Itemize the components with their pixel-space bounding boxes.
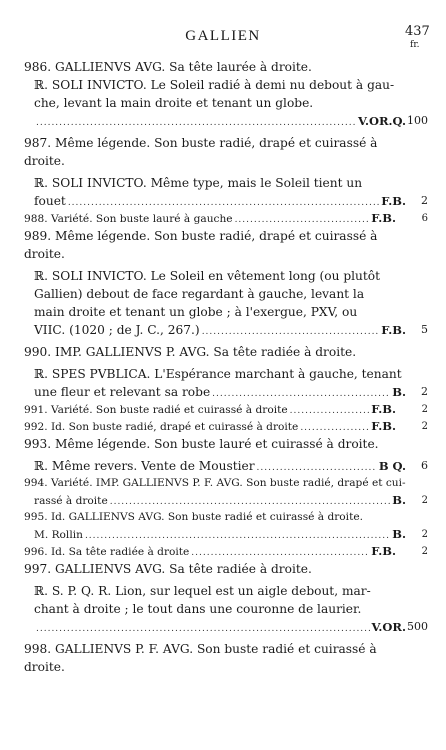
catalogue-line — [24, 192, 428, 210]
catalogue-line — [24, 543, 428, 560]
price-value: 6 — [421, 213, 428, 224]
line-text: droite. — [24, 247, 65, 261]
dot-leader — [212, 385, 390, 401]
line-text: 995. Id. GALLIENVS AVG. Son buste radié et cuirassé à droite. — [24, 511, 363, 523]
catalogue-line — [24, 401, 428, 418]
price-unit: fr. — [410, 40, 420, 50]
rarity-mark: F.B. — [371, 544, 396, 558]
catalogue-line — [24, 658, 428, 676]
catalogue-line — [24, 560, 428, 578]
catalogue-line — [24, 435, 428, 453]
dot-leader — [202, 323, 380, 339]
line-text: droite. — [24, 660, 65, 674]
line-text: ℝ. SOLI INVICTO. Même type, mais le Soleil tient un — [34, 176, 363, 190]
line-text: ℝ. Même revers. Vente de Moustier — [34, 459, 255, 473]
price-value: 2 — [421, 385, 428, 398]
line-text: rassé à droite — [34, 495, 108, 507]
catalogue-line — [24, 303, 428, 321]
line-text: ℝ. SOLI INVICTO. Le Soleil radié à demi nu debout à gau- — [34, 78, 395, 92]
catalogue-line — [24, 509, 428, 526]
line-text: 996. Id. Sa tête radiée à droite — [24, 546, 190, 558]
line-text: 986. GALLIENVS AVG. Sa tête laurée à droite. — [24, 60, 312, 74]
catalogue-line — [24, 58, 428, 76]
catalogue-line — [24, 418, 428, 435]
price-value: 2 — [421, 421, 428, 432]
line-text: chant à droite ; le tout dans une couronne de laurier. — [34, 602, 362, 616]
dot-leader — [235, 212, 370, 227]
rarity-mark: F.B. — [371, 419, 396, 433]
catalogue-line — [24, 321, 428, 339]
rarity-mark: B. — [392, 385, 406, 399]
catalogue-line — [24, 152, 428, 170]
price-value: 5 — [421, 323, 428, 336]
dot-leader — [191, 545, 369, 560]
price-value: 100 — [407, 114, 428, 127]
line-text: ℝ. SOLI INVICTO. Le Soleil en vêtement long (ou plutôt — [34, 269, 381, 283]
catalogue-line — [24, 285, 428, 303]
line-text: main droite et tenant un globe ; à l'exergue, PXV, ou — [34, 305, 358, 319]
line-text: une fleur et relevant sa robe — [34, 385, 211, 399]
dot-leader — [300, 420, 369, 435]
catalogue-line — [24, 245, 428, 263]
catalogue-line — [24, 640, 428, 658]
line-text: 991. Variété. Son buste radié et cuirassé à droite — [24, 404, 288, 416]
rarity-mark: B. — [392, 493, 406, 507]
line-text: fouet — [34, 194, 66, 208]
line-text: 992. Id. Son buste radié, drapé et cuirassé à droite — [24, 421, 299, 433]
page-header — [0, 24, 446, 50]
catalogue-line — [24, 600, 428, 618]
line-text: Gallien) debout de face regardant à gauche, levant la — [34, 287, 365, 301]
catalogue-line — [24, 210, 428, 227]
rarity-mark: V.OR.Q. — [358, 114, 406, 128]
catalogue-entries — [24, 58, 428, 676]
line-text: 997. GALLIENVS AVG. Sa tête radiée à droite. — [24, 562, 312, 576]
rarity-mark: B. — [392, 527, 406, 541]
line-text: 990. IMP. GALLIENVS P. AVG. Sa tête radiée à droite. — [24, 345, 357, 359]
line-text: 989. Même légende. Son buste radié, drapé et cuirassé à — [24, 229, 378, 243]
catalogue-line — [24, 492, 428, 509]
dot-leader — [290, 403, 370, 418]
price-value: 2 — [421, 529, 428, 540]
dot-leader — [36, 620, 370, 636]
dot-leader — [36, 114, 356, 130]
catalogue-line — [24, 365, 428, 383]
rarity-mark: F.B. — [381, 194, 406, 208]
price-value: 2 — [421, 546, 428, 557]
price-value: 6 — [421, 459, 428, 472]
price-value: 2 — [421, 495, 428, 506]
line-text: 988. Variété. Son buste lauré à gauche — [24, 213, 233, 225]
line-text: che, levant la main droite et tenant un globe. — [34, 96, 314, 110]
line-text: 993. Même légende. Son buste lauré et cuirassé à droite. — [24, 437, 379, 451]
price-value: 500 — [407, 620, 428, 633]
line-text: ℝ. SPES PVBLICA. L'Espérance marchant à gauche, tenant — [34, 367, 402, 381]
catalogue-line — [24, 343, 428, 361]
catalogue-line — [24, 618, 428, 636]
catalogue-line — [24, 94, 428, 112]
dot-leader — [257, 459, 377, 475]
price-value: 2 — [421, 404, 428, 415]
catalogue-line — [24, 227, 428, 245]
rarity-mark: V.OR. — [371, 620, 406, 634]
catalogue-line — [24, 112, 428, 130]
catalogue-line — [24, 174, 428, 192]
running-title: GALLIEN — [185, 28, 261, 44]
catalogue-line — [24, 526, 428, 543]
catalogue-line — [24, 267, 428, 285]
line-text: 994. Variété. IMP. GALLIENVS P. F. AVG. Son buste radié, drapé et cui- — [24, 477, 406, 489]
dot-leader — [68, 194, 379, 210]
rarity-mark: F.B. — [371, 211, 396, 225]
catalogue-line — [24, 457, 428, 475]
dot-leader — [85, 528, 390, 543]
dot-leader — [110, 494, 391, 509]
page-number: 437 — [405, 24, 430, 39]
catalogue-line — [24, 383, 428, 401]
line-text: droite. — [24, 154, 65, 168]
price-value: 2 — [421, 194, 428, 207]
line-text: VIIC. (1020 ; de J. C., 267.) — [34, 323, 200, 337]
rarity-mark: F.B. — [371, 402, 396, 416]
line-text: M. Rollin — [34, 529, 83, 541]
catalogue-line — [24, 475, 428, 492]
rarity-mark: B Q. — [378, 459, 406, 473]
catalogue-line — [24, 76, 428, 94]
line-text: 987. Même légende. Son buste radié, drapé et cuirassé à — [24, 136, 378, 150]
rarity-mark: F.B. — [381, 323, 406, 337]
catalogue-line — [24, 582, 428, 600]
line-text: ℝ. S. P. Q. R. Lion, sur lequel est un aigle debout, mar- — [34, 584, 371, 598]
catalogue-line — [24, 134, 428, 152]
line-text: 998. GALLIENVS P. F. AVG. Son buste radié et cuirassé à — [24, 642, 377, 656]
